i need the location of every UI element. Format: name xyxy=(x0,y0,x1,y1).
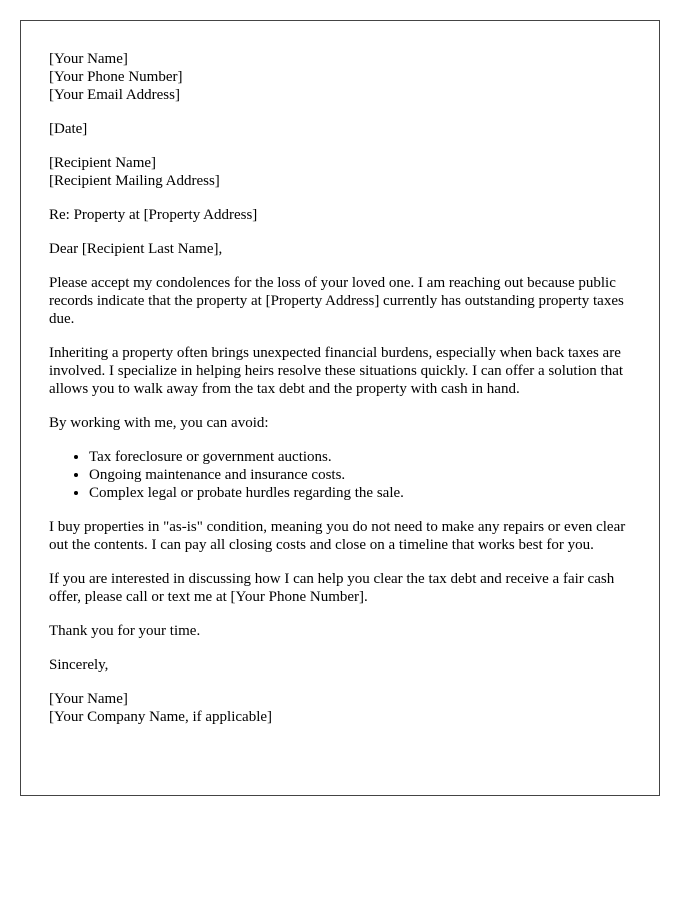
date-block xyxy=(49,120,631,138)
signature-name: [Your Name] xyxy=(49,691,128,707)
signoff: Sincerely, xyxy=(49,657,109,673)
list-item: • Tax foreclosure or government auctions. xyxy=(89,448,631,466)
body-paragraph: If you are interested in discussing how I can help you clear the tax debt and receive a fair cash offer, please call or text me at [Your Phone Number]. xyxy=(49,571,615,605)
body-paragraph: By working with me, you can avoid: xyxy=(49,415,269,431)
letter-document xyxy=(20,20,660,796)
subject-line: Re: Property at [Property Address] xyxy=(49,207,258,223)
body-paragraph: I buy properties in "as-is" condition, meaning you do not need to make any repairs or even clear out the contents. I can pay all closing costs and close on a timeline that works best for you. xyxy=(49,519,626,553)
benefits-list xyxy=(49,448,631,502)
sender-name: [Your Name] xyxy=(49,51,128,67)
letter-date: [Date] xyxy=(49,121,88,137)
signature-block xyxy=(49,690,631,726)
body-paragraph: Inheriting a property often brings unexpected financial burdens, especially when back taxes are involved. I specialize in helping heirs resolve these situations quickly. I can offer a solution that allows you to walk away from the tax debt and the property with cash in hand. xyxy=(49,345,624,397)
recipient-address: [Recipient Mailing Address] xyxy=(49,173,220,189)
sender-phone: [Your Phone Number] xyxy=(49,69,183,85)
list-item: • Complex legal or probate hurdles regarding the sale. xyxy=(89,484,631,502)
sender-email: [Your Email Address] xyxy=(49,87,180,103)
salutation: Dear [Recipient Last Name], xyxy=(49,241,223,257)
sender-block xyxy=(49,50,631,104)
body-paragraph: Thank you for your time. xyxy=(49,623,201,639)
list-item: • Ongoing maintenance and insurance costs. xyxy=(89,466,631,484)
recipient-name: [Recipient Name] xyxy=(49,155,157,171)
body-paragraph: Please accept my condolences for the loss of your loved one. I am reaching out because public records indicate that the property at [Property Address] currently has outstanding property taxes due. xyxy=(49,275,624,327)
recipient-block xyxy=(49,154,631,190)
signature-company: [Your Company Name, if applicable] xyxy=(49,709,273,725)
